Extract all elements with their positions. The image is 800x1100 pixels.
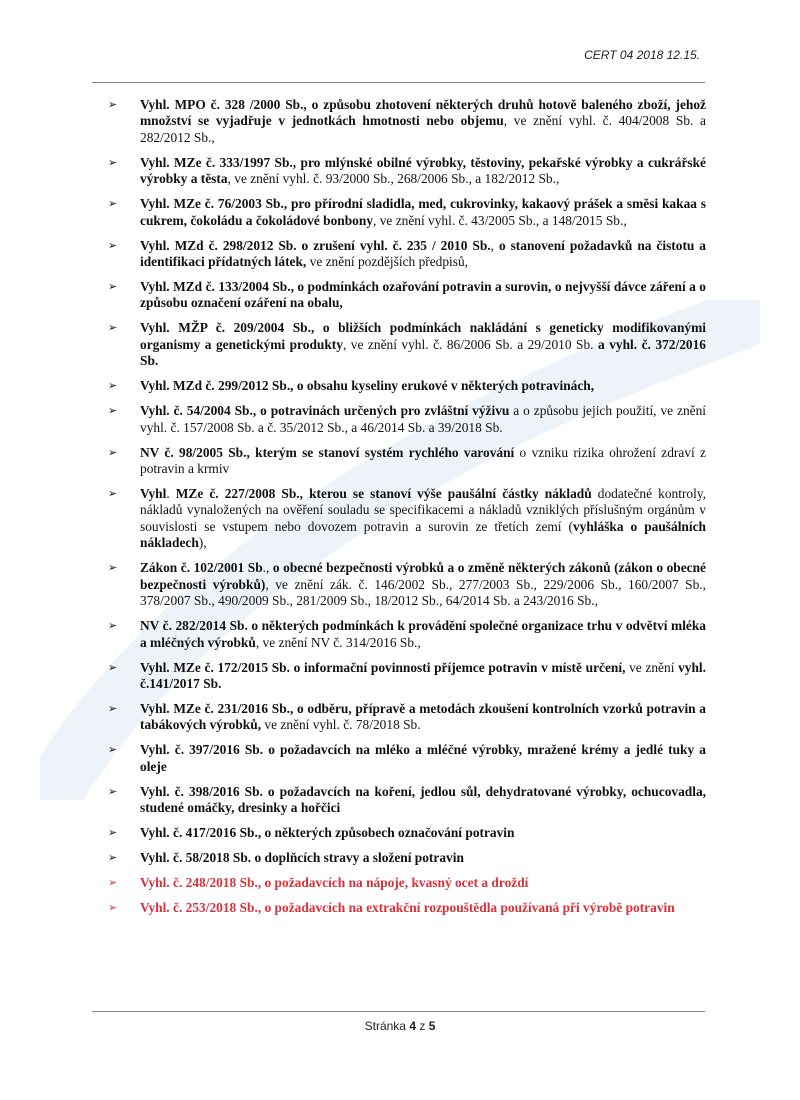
page-of: z: [416, 1019, 429, 1033]
list-item: [108, 486, 706, 552]
list-item: [108, 238, 706, 271]
total-pages: 5: [428, 1019, 436, 1033]
arrow-bullet-icon: ➢: [108, 561, 118, 575]
item-text: ve znění pozdějších předpisů,: [306, 254, 469, 270]
arrow-bullet-icon: ➢: [108, 445, 118, 459]
item-text: , ve znění vyhl. č. 86/2006 Sb. a 29/2010 Sb.: [342, 336, 599, 352]
arrow-bullet-icon: ➢: [108, 98, 118, 111]
list-item: [108, 618, 706, 651]
item-text-bold: Vyhl. č. 398/2016 Sb. o požadavcích na koření, jedlou sůl, dehydratované výrobky, ochucovadla, studené omáčky, dresinky a hořčici: [140, 783, 706, 816]
item-text-bold: Vyhl. MŽP č. 209/2004 Sb., o bližších podmínkách nakládání s geneticky modifikovanými organismy a genetickými produkty: [140, 320, 706, 352]
item-text: , ve znění vyhl. č. 93/2000 Sb., 268/2006 Sb., a 182/2012 Sb.,: [227, 171, 560, 187]
item-text-bold: Vyhl. č. 58/2018 Sb. o doplňcích stravy a složení potravin: [140, 850, 464, 866]
list-item: [108, 155, 706, 188]
arrow-bullet-icon: ➢: [108, 197, 118, 211]
page-number: [0, 1019, 800, 1033]
arrow-bullet-icon: ➢: [108, 619, 118, 633]
item-text: , ve znění vyhl. č. 43/2005 Sb., a 148/2015 Sb.,: [373, 212, 627, 228]
item-text: .: [166, 486, 176, 502]
list-item: [108, 196, 706, 229]
footer-divider: [92, 1011, 705, 1012]
arrow-bullet-icon: ➢: [108, 280, 118, 294]
list-item: [108, 320, 706, 369]
item-text-bold: Vyhl. MPO č. 328 /2000 Sb., o způsobu zhotovení některých druhů hotově baleného zboží, jehož množství se vyjadřuje v jednotkách hmotnosti nebo objemu: [140, 97, 706, 129]
page-label: Stránka: [364, 1019, 410, 1033]
list-item: [108, 560, 706, 609]
arrow-bullet-icon: ➢: [108, 784, 118, 798]
list-item: [108, 784, 706, 817]
item-text-bold: Vyhl. č. 248/2018 Sb., o požadavcích na nápoje, kvasný ocet a droždí: [140, 875, 529, 891]
arrow-bullet-icon: ➢: [108, 743, 118, 757]
item-text-bold: vyhl. č.141/2017 Sb.: [140, 659, 706, 691]
item-text-bold: NV č. 282/2014 Sb. o některých podmínkách k provádění společné organizace trhu v odvětví mléka a mléčných výrobků: [140, 618, 706, 650]
arrow-bullet-icon: ➢: [108, 876, 118, 890]
item-text-bold: Zákon č. 102/2001 Sb: [140, 560, 263, 576]
item-text-bold: Vyhl. MZd č. 299/2012 Sb., o obsahu kyseliny erukové v některých potravinách,: [140, 378, 595, 394]
list-item: [108, 701, 706, 734]
item-text-bold: Vyhl. MZd č. 298/2012 Sb. o zrušení vyhl. č. 235 / 2010 Sb.: [140, 237, 491, 253]
item-text-bold: o obecné bezpečnosti výrobků a o změně některých zákonů (zákon o obecné bezpečnosti výrobků): [140, 560, 706, 592]
item-text: dodatečné kontroly, nákladů vynaložených na ověření souladu se specifikacemi a nákladů vzniklých příslušným orgánům v souvislosti se vstupem nebo dovozem potravin a surovin ze třetích zemí (: [140, 486, 706, 534]
item-text-bold: NV č. 98/2005 Sb., kterým se stanoví systém rychlého varování: [140, 444, 515, 460]
list-item: [108, 97, 706, 146]
list-item: [108, 445, 706, 478]
item-text-bold: Vyhl. č. 397/2016 Sb. o požadavcích na mléko a mléčné výrobky, mražené krémy a jedlé tuky a oleje: [140, 742, 706, 774]
item-text-bold: a vyhl. č. 372/2016 Sb.: [140, 336, 706, 369]
arrow-bullet-icon: ➢: [108, 238, 118, 252]
arrow-bullet-icon: ➢: [108, 901, 118, 915]
arrow-bullet-icon: ➢: [108, 487, 118, 501]
item-text: .,: [262, 560, 273, 576]
item-text-bold: Vyhl. MZe č. 231/2016 Sb., o odběru, přípravě a metodách zkoušení kontrolních vzorků potravin a tabákových výrobků,: [140, 700, 706, 733]
item-text: ve znění: [625, 659, 679, 675]
item-text: a o způsobu jejich použití, ve znění vyhl. č. 157/2008 Sb. a č. 35/2012 Sb., a 46/2014 Sb. a 39/2018 Sb.: [140, 403, 707, 435]
item-text-bold: Vyhl. MZe č. 172/2015 Sb. o informační povinnosti příjemce potravin v místě určení,: [140, 659, 626, 675]
item-text-bold: MZe č. 227/2008 Sb., kterou se stanoví výše paušální částky nákladů: [175, 486, 592, 502]
item-text: ,: [490, 237, 499, 253]
item-text-bold: Vyhl. MZe č. 76/2003 Sb., pro přírodní sladidla, med, cukrovinky, kakaový prášek a směsi kakaa s cukrem, čokoládu a čokoládové bonbony: [140, 196, 706, 228]
item-text-bold: Vyhl. MZe č. 333/1997 Sb., pro mlýnské obilné výrobky, těstoviny, pekařské výrobky a cukrářské výrobky a těsta: [140, 154, 706, 187]
arrow-bullet-icon: ➢: [108, 321, 118, 335]
list-item: [108, 825, 706, 841]
list-item: [108, 850, 706, 866]
arrow-bullet-icon: ➢: [108, 660, 118, 674]
list-item: [108, 660, 706, 693]
list-item: [108, 378, 706, 394]
list-item: [108, 279, 706, 312]
list-item: [108, 900, 706, 916]
item-text: o vzniku rizika ohrožení zdraví z potravin a krmiv: [140, 444, 706, 477]
item-text: , ve znění zák. č. 146/2002 Sb., 277/2003 Sb., 229/2006 Sb., 160/2007 Sb., 378/2007 Sb., 490/2009 Sb., 281/2009 Sb., 18/2012 Sb., 64/2014 Sb. a 243/2016 Sb.,: [140, 576, 706, 609]
arrow-bullet-icon: ➢: [108, 379, 118, 393]
item-text-bold: Vyhl: [140, 486, 167, 502]
item-text-bold: Vyhl. č. 253/2018 Sb., o požadavcích na extrakční rozpouštědla používaná při výrobě potravin: [140, 900, 675, 916]
list-item: [108, 403, 706, 436]
item-text-bold: Vyhl. č. 54/2004 Sb., o potravinách určených pro zvláštní výživu: [140, 403, 510, 419]
arrow-bullet-icon: ➢: [108, 155, 118, 169]
arrow-bullet-icon: ➢: [108, 701, 118, 715]
list-item: [108, 875, 706, 891]
current-page: 4: [409, 1019, 417, 1033]
document-code: CERT 04 2018 12.15.: [584, 48, 700, 62]
item-text: ve znění vyhl. č. 78/2018 Sb.: [261, 717, 421, 733]
item-text-bold: vyhláška o paušálních nákladech: [140, 518, 706, 551]
item-text: ),: [198, 535, 207, 551]
arrow-bullet-icon: ➢: [108, 826, 118, 840]
item-text: , ve znění NV č. 314/2016 Sb.,: [255, 634, 421, 650]
legislation-list: [108, 97, 706, 925]
arrow-bullet-icon: ➢: [108, 851, 118, 865]
item-text-bold: Vyhl. MZd č. 133/2004 Sb., o podmínkách ozařování potravin a surovin, o nejvyšší dávce záření a o způsobu označení ozáření na obalu,: [140, 279, 706, 311]
item-text: , ve znění vyhl. č. 404/2008 Sb. a 282/2012 Sb.,: [140, 113, 706, 145]
list-item: [108, 742, 706, 775]
header-divider: [92, 82, 705, 83]
item-text-bold: o stanovení požadavků na čistotu a identifikaci přídatných látek,: [140, 237, 707, 270]
arrow-bullet-icon: ➢: [108, 404, 118, 418]
item-text-bold: Vyhl. č. 417/2016 Sb., o některých způsobech označování potravin: [140, 825, 515, 841]
